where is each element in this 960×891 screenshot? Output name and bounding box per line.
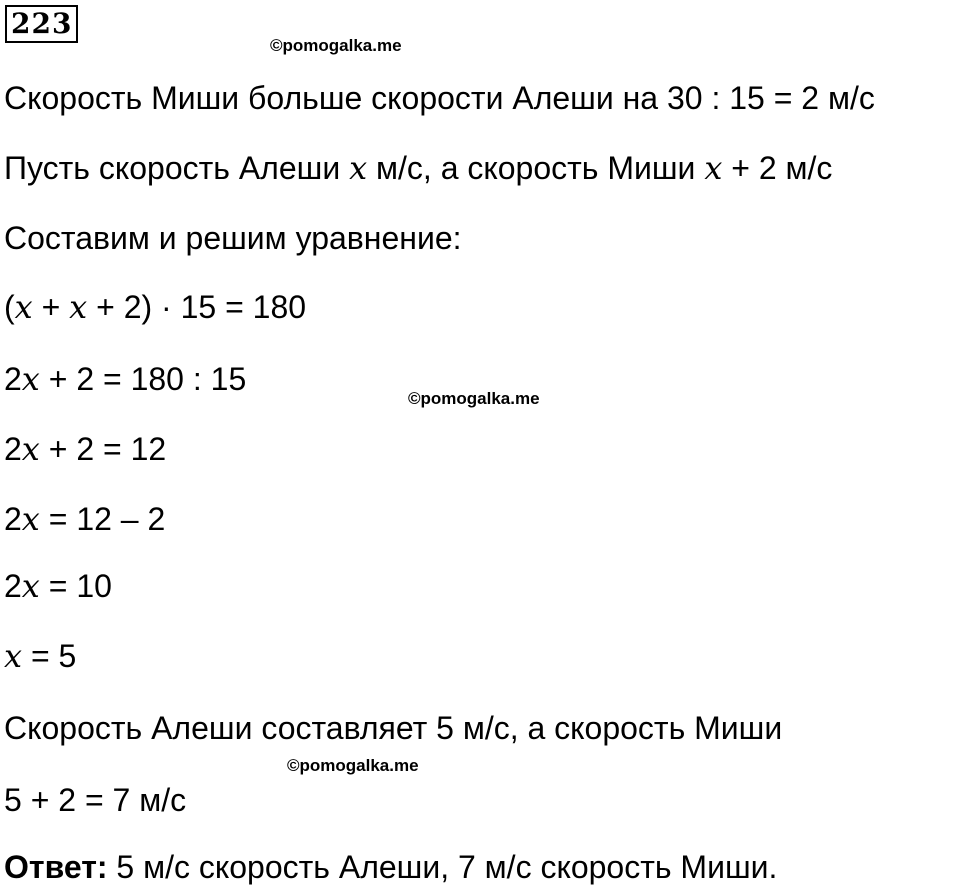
problem-number: 223 xyxy=(5,5,78,43)
text: м/с, а скорость Миши xyxy=(367,150,705,186)
text: 2 xyxy=(4,431,22,467)
text: 5 + 2 = 7 м/с xyxy=(4,782,187,818)
text: = 5 xyxy=(22,638,77,674)
answer-label: Ответ: xyxy=(4,849,108,885)
variable-x: x xyxy=(69,288,88,326)
variable-x: x xyxy=(349,149,368,187)
solution-line-1 xyxy=(4,78,875,118)
watermark: ©pomogalka.me xyxy=(270,36,402,55)
text: Составим и решим уравнение: xyxy=(4,220,462,256)
text: + 2 м/с xyxy=(722,150,833,186)
text: Скорость Алеши составляет 5 м/с, а скорость Миши xyxy=(4,710,783,746)
solution-line-10 xyxy=(4,708,782,748)
text: + 2 = 12 xyxy=(39,431,167,467)
text: ( xyxy=(4,289,15,325)
text: + xyxy=(32,289,70,325)
variable-x: x xyxy=(21,430,40,468)
text: 2 xyxy=(4,501,22,537)
variable-x: x xyxy=(21,500,40,538)
variable-x: x xyxy=(14,288,33,326)
equation-line-6 xyxy=(4,636,76,676)
watermark: ©pomogalka.me xyxy=(408,389,540,408)
text: + 2 = 180 : 15 xyxy=(39,361,247,397)
answer-text: 5 м/с скорость Алеши, 7 м/с скорость Миши. xyxy=(107,849,778,885)
text: + 2) · 15 = 180 xyxy=(87,289,307,325)
text: 2 xyxy=(4,568,22,604)
variable-x: x xyxy=(21,567,40,605)
text: Скорость Миши больше скорости Алеши на 30 : 15 = 2 м/с xyxy=(4,80,875,116)
solution-line-2 xyxy=(4,148,832,188)
text: Пусть скорость Алеши xyxy=(4,150,350,186)
equation-line-2 xyxy=(4,359,246,399)
text: = 10 xyxy=(39,568,112,604)
variable-x: x xyxy=(21,360,40,398)
text: = 12 – 2 xyxy=(39,501,166,537)
watermark: ©pomogalka.me xyxy=(287,756,419,775)
solution-line-3 xyxy=(4,218,462,258)
equation-line-1 xyxy=(4,287,306,327)
variable-x: x xyxy=(4,637,23,675)
equation-line-3 xyxy=(4,429,166,469)
equation-line-5 xyxy=(4,566,112,606)
solution-line-11 xyxy=(4,780,186,820)
equation-line-4 xyxy=(4,499,165,539)
answer-line xyxy=(4,847,777,887)
text: 2 xyxy=(4,361,22,397)
variable-x: x xyxy=(704,149,723,187)
